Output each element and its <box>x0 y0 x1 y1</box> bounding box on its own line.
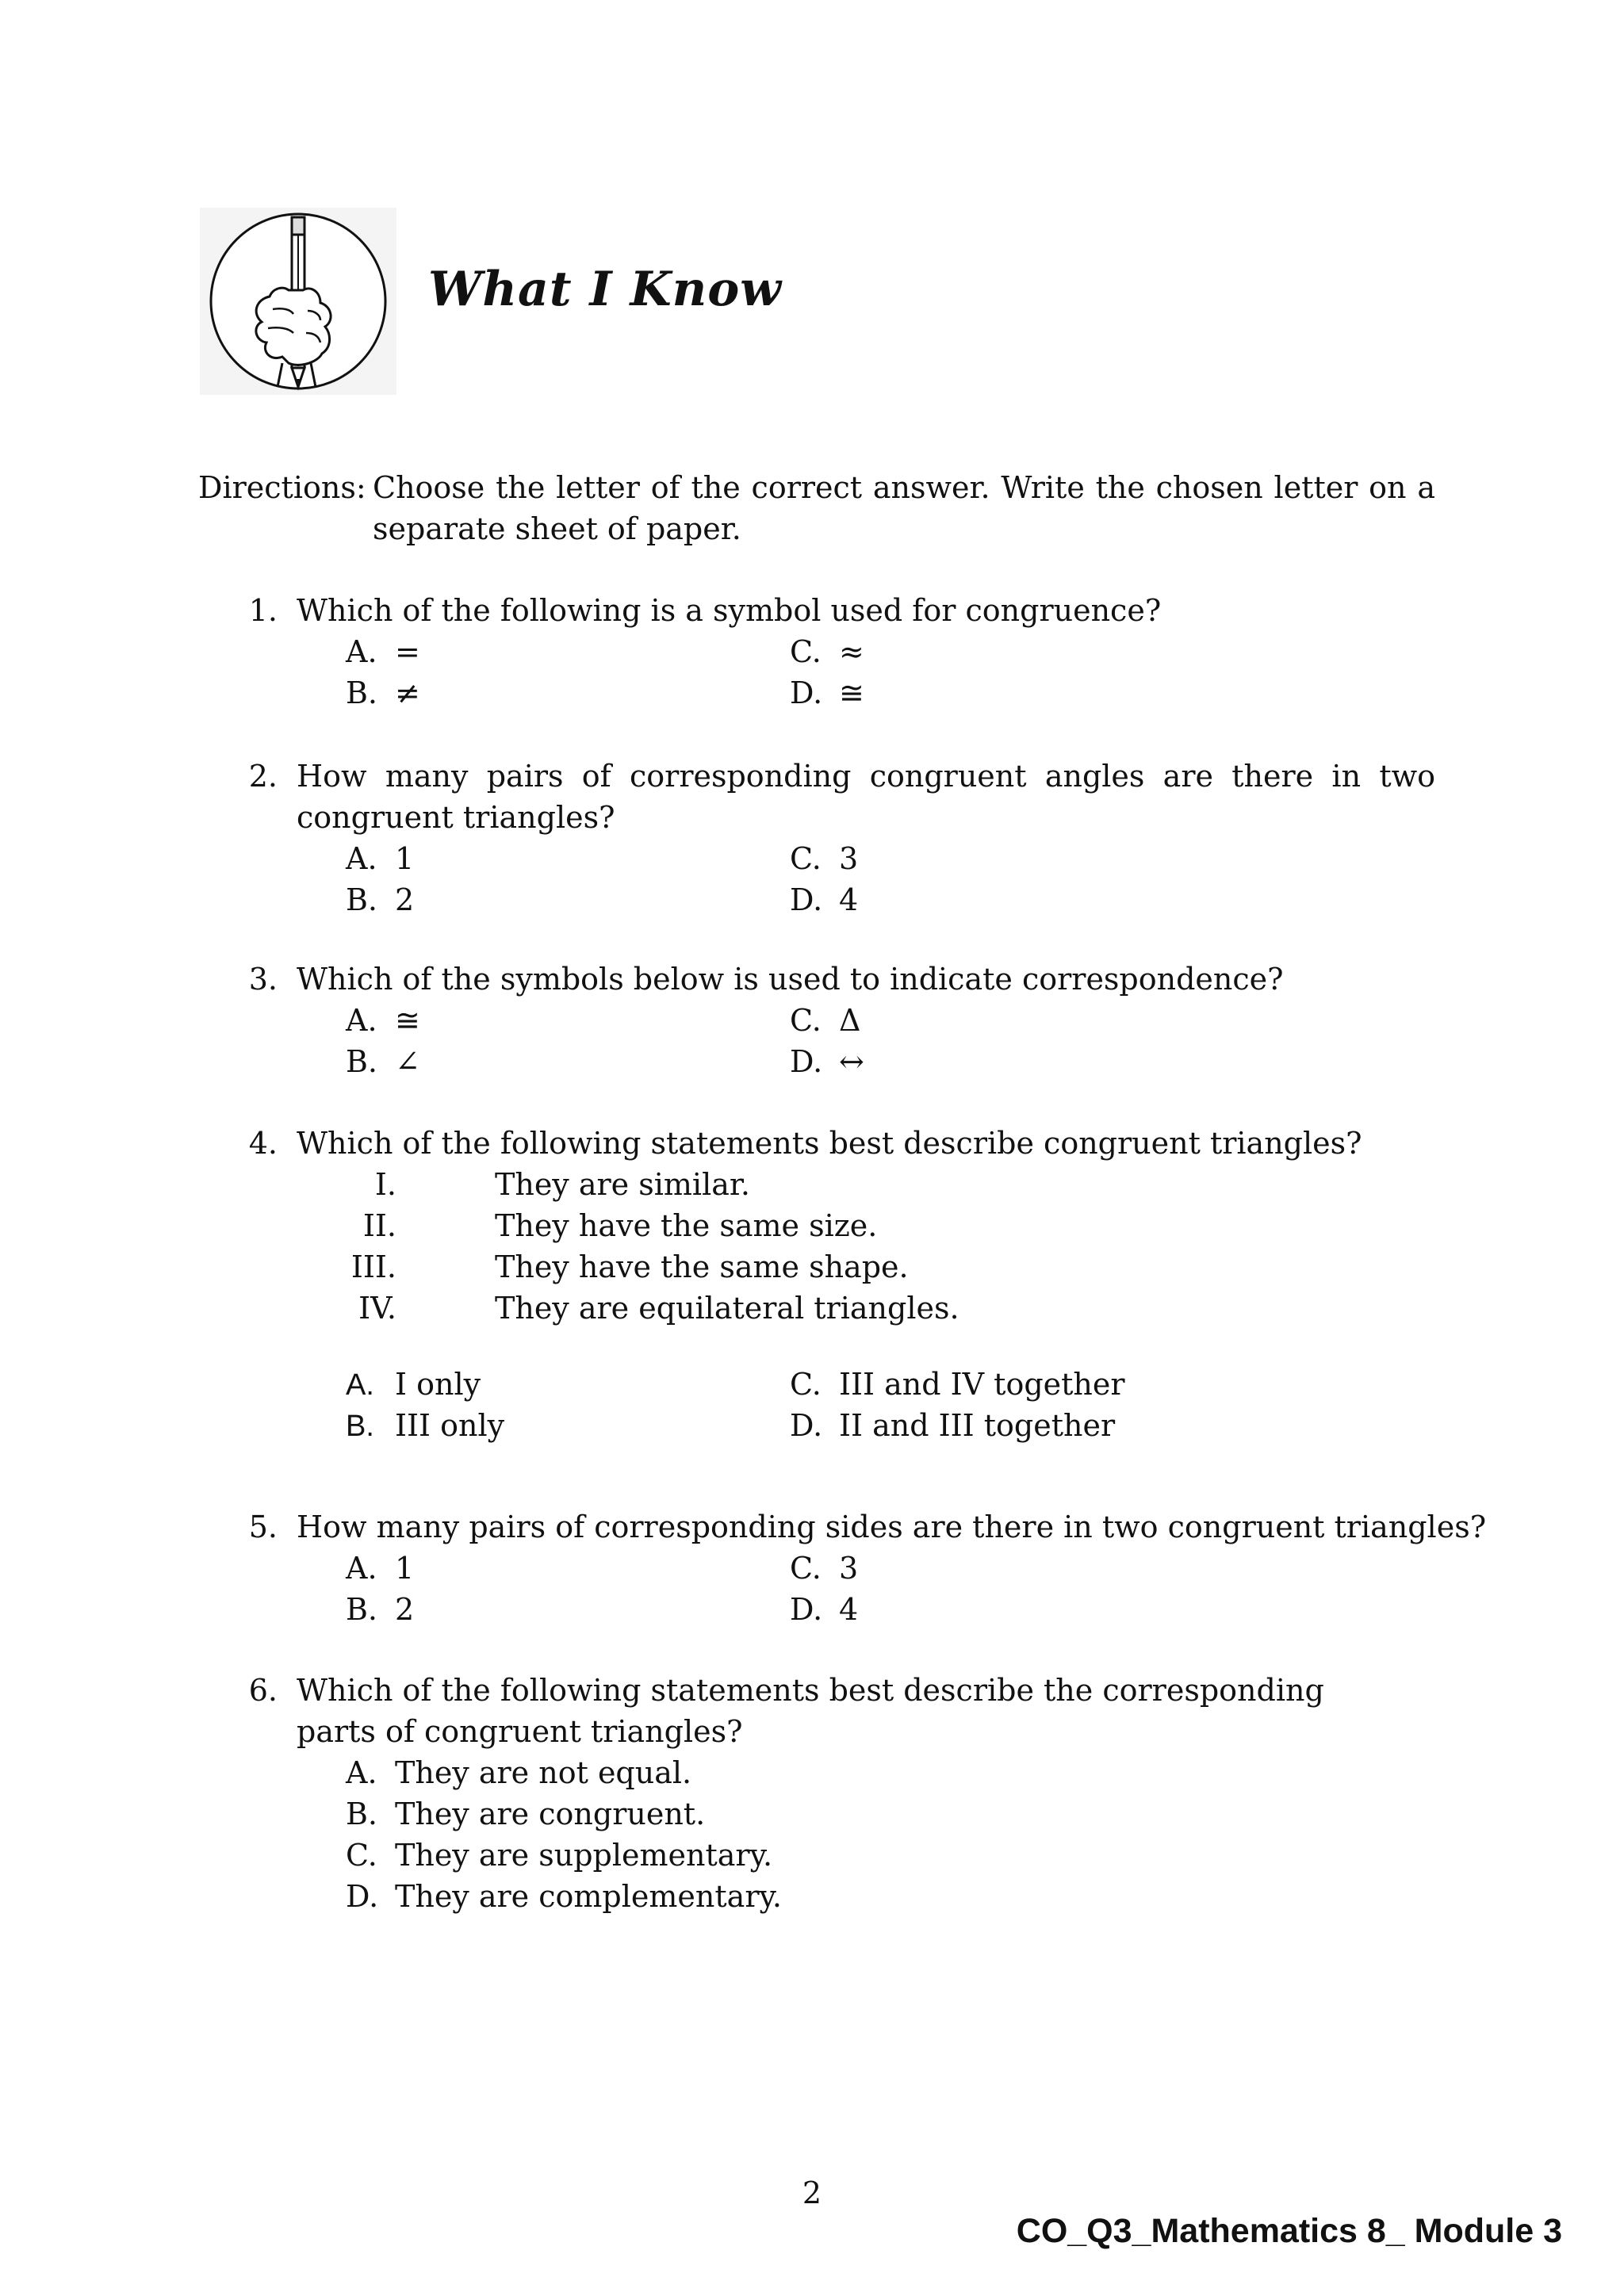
statement-text: They are equilateral triangles. <box>495 1291 959 1326</box>
answer-option: C. They are supplementary. <box>346 1838 773 1873</box>
statement-text: They have the same shape. <box>495 1249 909 1284</box>
answer-option: B. III only <box>346 1408 505 1443</box>
page-number: 2 <box>802 2175 822 2210</box>
answer-option: B. 2 <box>346 1592 415 1627</box>
answer-option: B. They are congruent. <box>346 1797 706 1831</box>
statement-text: They have the same size. <box>495 1208 878 1243</box>
answer-option: C. 3 <box>790 1551 859 1586</box>
question-number: 1. <box>248 593 278 628</box>
statement-text: They are similar. <box>495 1167 750 1202</box>
question-text: How many pairs of corresponding congruent angles are there in two congruent triangles? <box>297 759 1435 835</box>
answer-option: D. 4 <box>790 1592 859 1627</box>
statement-numeral: I. <box>374 1167 396 1202</box>
question-text: Which of the following is a symbol used for congruence? <box>297 593 1162 628</box>
question-number: 3. <box>248 962 278 997</box>
section-title: What I Know <box>428 262 782 317</box>
answer-option: A. 1 <box>346 1551 415 1586</box>
answer-option: D. ≅ <box>790 675 864 710</box>
statement-numeral: IV. <box>358 1291 396 1326</box>
answer-option: B. 2 <box>346 882 415 917</box>
answer-option: A. They are not equal. <box>346 1755 692 1790</box>
answer-option: D. They are complementary. <box>346 1879 782 1914</box>
statement-numeral: III. <box>350 1249 396 1284</box>
module-code: CO_Q3_Mathematics 8_ Module 3 <box>1016 2212 1562 2250</box>
question-text: How many pairs of corresponding sides are there in two congruent triangles? <box>297 1510 1487 1544</box>
question-number: 6. <box>248 1673 278 1708</box>
question-text: Which of the symbols below is used to indicate correspondence? <box>297 962 1284 997</box>
answer-option: A. = <box>346 634 420 669</box>
answer-option: C. Δ <box>790 1003 861 1038</box>
question-number: 5. <box>248 1510 278 1544</box>
answer-option: C. ≈ <box>790 634 864 669</box>
directions-text: Choose the letter of the correct answer. Write the chosen letter on a separate sheet of paper. <box>373 470 1435 546</box>
question-number: 4. <box>248 1126 278 1161</box>
question-text: Which of the following statements best describe the corresponding parts of congruent triangles? <box>297 1673 1324 1749</box>
answer-option: A. I only <box>346 1367 481 1402</box>
pencil-in-hand-icon <box>200 208 396 395</box>
answer-option: B. ≠ <box>346 675 420 710</box>
answer-option: D. 4 <box>790 882 859 917</box>
question-number: 2. <box>248 759 278 794</box>
answer-option: A. ≅ <box>346 1003 420 1038</box>
statement-numeral: II. <box>362 1208 396 1243</box>
answer-option: C. 3 <box>790 841 859 876</box>
directions-label: Directions: <box>198 470 366 505</box>
answer-option: B. ∠ <box>346 1044 420 1079</box>
answer-option: D. ↔ <box>790 1044 864 1079</box>
question-text: Which of the following statements best describe congruent triangles? <box>297 1126 1362 1161</box>
answer-option: C. III and IV together <box>790 1367 1125 1402</box>
answer-option: D. II and III together <box>790 1408 1116 1443</box>
answer-option: A. 1 <box>346 841 415 876</box>
